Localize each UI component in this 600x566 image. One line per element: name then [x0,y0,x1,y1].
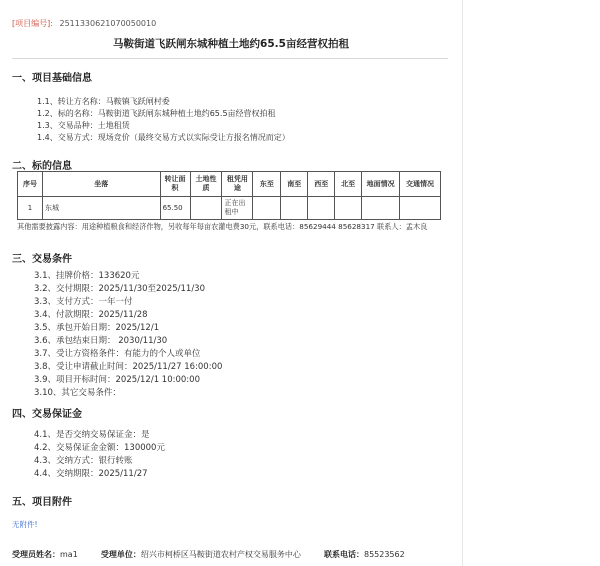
phone-label: 联系电话： [323,550,364,559]
table-cell [253,197,281,220]
table-row [18,197,441,220]
trade-condition-item: 3.8、受让申请截止时间：2025/11/27 16:00:00 [34,362,223,372]
table-cell [400,197,441,220]
trade-condition-item: 3.6、承包结束日期： 2030/11/30 [34,336,168,346]
basic-info-item: 1.3、交易品种：土地租赁 [37,121,130,130]
handler-label: 受理员姓名： [12,550,60,559]
section-heading-basic-info: 一、项目基础信息 [12,73,92,84]
table-cell [190,197,222,220]
table-header-row [18,172,441,197]
trade-condition-item: 3.5、承包开始日期：2025/12/1 [34,323,160,333]
section-heading-deposit: 四、交易保证金 [12,409,82,420]
project-number [12,18,156,30]
handler-value: ma1 [60,550,78,559]
basic-info-item: 1.1、转让方名称：马鞍镇飞跃闸村委 [37,97,170,106]
disclosure-note: 其他需要披露内容：用途种植粮食和经济作物，另收每年每亩农灌电费30元，联系电话：85629444 85628317 联系人：孟木良 [17,222,428,231]
section-heading-trade-conditions: 三、交易条件 [12,254,72,265]
trade-condition-item: 3.9、项目开标时间：2025/12/1 10:00:00 [34,375,200,385]
section-heading-attachments: 五、项目附件 [12,497,72,508]
no-attachment-link[interactable]: 无附件! [12,520,38,529]
trade-condition-item: 3.2、交付期限：2025/11/30至2025/11/30 [34,284,206,294]
table-cell: 东城 [42,197,160,220]
trade-condition-item: 3.1、挂牌价格：133620元 [34,271,140,281]
section-heading-target-info: 二、标的信息 [12,161,72,172]
project-number-value: 2511330621070050010 [59,19,157,28]
col-header: 租凭用途 [222,172,253,197]
col-header: 转让面积 [160,172,190,197]
trade-condition-item: 3.4、付款期限：2025/11/28 [34,310,148,320]
deposit-item: 4.2、交易保证金金额：130000元 [34,443,165,453]
table-cell: 65.50 [160,197,190,220]
trade-condition-item: 3.3、支付方式：一年一付 [34,297,133,307]
col-header: 地面情况 [362,172,400,197]
title-divider [12,58,448,59]
basic-info-item: 1.4、交易方式：现场竞价（最终交易方式以实际受让方报名情况而定） [37,133,290,142]
project-number-label: [项目编号]: [12,19,53,28]
page-title: 马鞍街道飞跃闸东城种植土地约65.5亩经营权拍租 [113,38,349,50]
col-header: 序号 [18,172,43,197]
col-header: 交通情况 [400,172,441,197]
deposit-item: 4.3、交纳方式：银行转账 [34,456,133,466]
table-cell [362,197,400,220]
col-header: 南至 [281,172,308,197]
table-cell [335,197,362,220]
col-header: 坐落 [42,172,160,197]
unit-label: 受理单位： [100,550,141,559]
basic-info-item: 1.2、标的名称：马鞍街道飞跃闸东城种植土地约65.5亩经营权拍租 [37,109,276,118]
phone-value: 85523562 [363,550,405,559]
col-header: 土地性质 [190,172,222,197]
table-cell: 正在出租中 [222,197,253,220]
table-cell [308,197,335,220]
col-header: 北至 [335,172,362,197]
unit-value: 绍兴市柯桥区马鞍街道农村产权交易服务中心 [140,550,301,559]
trade-condition-item: 3.10、其它交易条件： [34,388,121,398]
footer-contact [12,549,405,560]
table-cell [281,197,308,220]
deposit-item: 4.1、是否交纳交易保证金：是 [34,430,150,440]
col-header: 东至 [253,172,281,197]
deposit-item: 4.4、交纳期限：2025/11/27 [34,469,148,479]
target-info-table [17,171,441,220]
right-panel-divider [462,0,463,566]
table-cell: 1 [18,197,43,220]
col-header: 西至 [308,172,335,197]
trade-condition-item: 3.7、受让方资格条件：有能力的个人或单位 [34,349,201,359]
